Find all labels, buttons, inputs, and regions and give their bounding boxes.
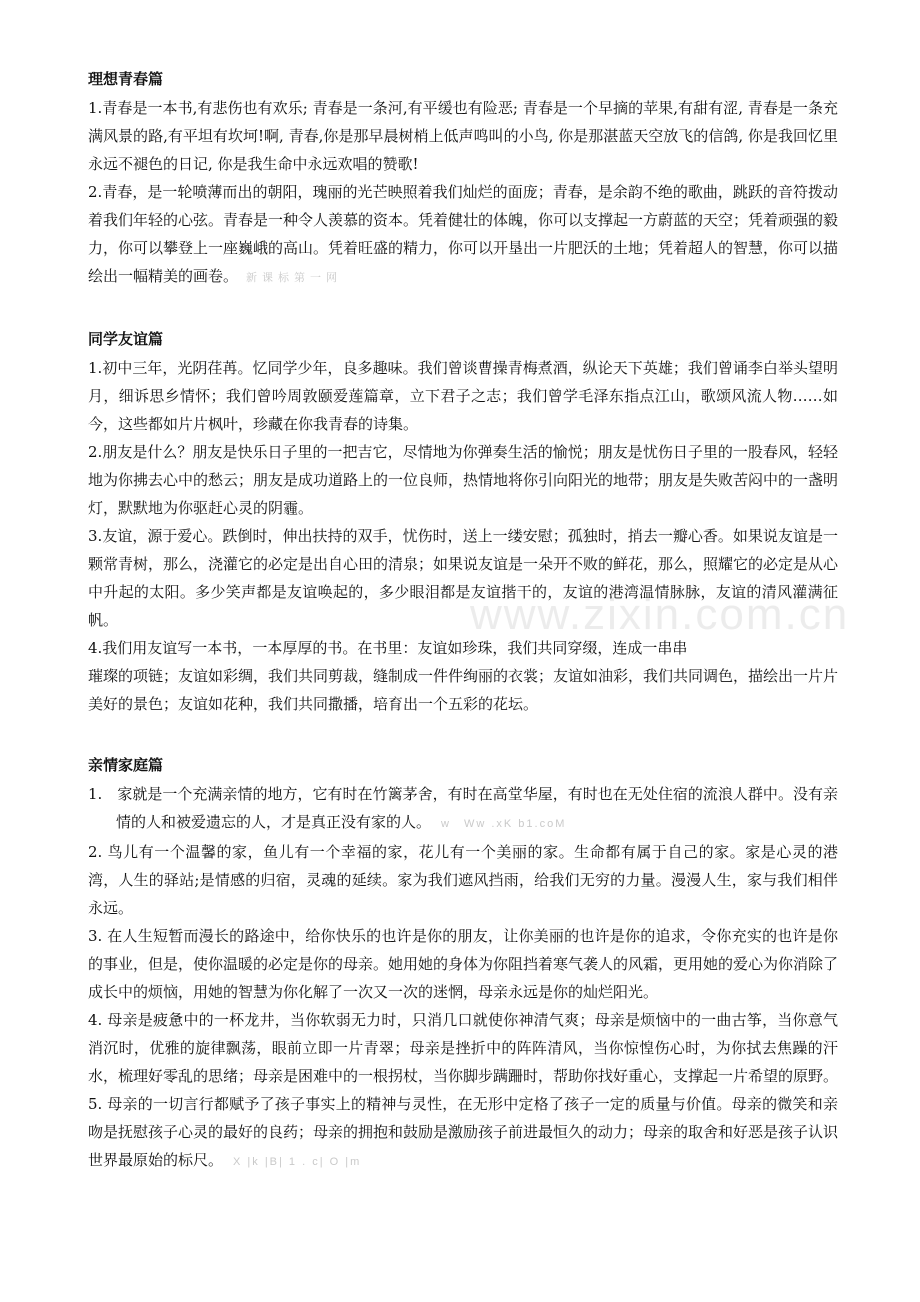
youth-paragraph-1: 1.青春是一本书,有悲伤也有欢乐; 青春是一条河,有平缓也有险恶; 青春是一个早摘的苹果,有甜有涩, 青春是一条充满风景的路,有平坦有坎坷!啊, 青春,你是那早晨树梢上低声鸣叫的小鸟, 你是那湛蓝天空放飞的信鸽, 你是我回忆里永远不褪色的日记, 你是我生命中永远欢唱的赞歌! bbox=[88, 99, 838, 173]
friendship-paragraph-2: 2.朋友是什么？朋友是快乐日子里的一把吉它，尽情地为你弹奏生活的愉悦；朋友是忧伤日子里的一股春风，轻轻地为你拂去心中的愁云；朋友是成功道路上的一位良师，热情地将你引向阳光的地带；朋友是失败苦闷中的一盏明灯，默默地为你驱赶心灵的阴霾。 bbox=[88, 443, 839, 517]
friendship-paragraph-1: 1.初中三年，光阴荏苒。忆同学少年，良多趣味。我们曾谈曹操青梅煮酒，纵论天下英雄；我们曾诵李白举头望明月，细诉思乡情怀；我们曾吟周敦颐爱莲篇章，立下君子之志；我们曾学毛泽东指点江山，歌颂风流人物……如今，这些都如片片枫叶，珍藏在你我青春的诗集。 bbox=[88, 359, 838, 433]
faint-site-mark-2: w Ww .xK b1.coM bbox=[441, 818, 567, 830]
section-title-family: 亲情家庭篇 bbox=[88, 756, 164, 774]
youth-paragraph-2-text: 2.青春，是一轮喷薄而出的朝阳，瑰丽的光芒映照着我们灿烂的面庞；青春，是余韵不绝的歌曲，跳跃的音符拨动着我们年轻的心弦。青春是一种令人羡慕的资本。凭着健壮的体魄，你可以支撑起一方蔚蓝的天空；凭着顽强的毅力，你可以攀登上一座巍峨的高山。凭着旺盛的精力，你可以开垦出一片肥沃的土地；凭着超人的智慧，你可以描绘出一幅精美的画卷。 bbox=[88, 183, 839, 285]
friendship-paragraph-3: 3.友谊，源于爱心。跌倒时，伸出扶持的双手，忧伤时，送上一缕安慰；孤独时，捎去一瓣心香。如果说友谊是一颗常青树，那么，浇灌它的必定是出自心田的清泉；如果说友谊是一朵开不败的鲜花，那么，照耀它的必定是从心中升起的太阳。多少笑声都是友谊唤起的，多少眼泪都是友谊揩干的，友谊的港湾温情脉脉，友谊的清风灌满征帆。 bbox=[88, 527, 839, 629]
friendship-paragraph-4a: 4.我们用友谊写一本书，一本厚厚的书。在书里：友谊如珍珠，我们共同穿缀，连成一串串 bbox=[88, 639, 688, 657]
family-paragraph-4: 4. 母亲是疲惫中的一杯龙井，当你软弱无力时，只消几口就使你神清气爽；母亲是烦恼中的一曲古筝，当你意气消沉时，优雅的旋律飘荡，眼前立即一片青翠；母亲是挫折中的阵阵清风，当你惊惶伤心时，为你拭去焦躁的汗水，梳理好零乱的思绪；母亲是困难中的一根拐杖，当你脚步蹒跚时，帮助你找好重心，支撑起一片希望的原野。 bbox=[88, 1011, 839, 1085]
section-title-youth: 理想青春篇 bbox=[88, 70, 164, 88]
faint-site-mark: 新课标第一网 bbox=[246, 271, 343, 284]
family-paragraph-5 bbox=[88, 1090, 838, 1176]
friendship-paragraph-4b: 璀璨的项链；友谊如彩绸，我们共同剪裁，缝制成一件件绚丽的衣裳；友谊如油彩，我们共同调色，描绘出一片片美好的景色；友谊如花种，我们共同撒播，培育出一个五彩的花坛。 bbox=[88, 667, 839, 713]
section-title-friendship: 同学友谊篇 bbox=[88, 330, 164, 348]
family-paragraph-2: 2. 鸟儿有一个温馨的家，鱼儿有一个幸福的家，花儿有一个美丽的家。生命都有属于自己的家。家是心灵的港湾，人生的驿站;是情感的归宿，灵魂的延续。家为我们遮风挡雨，给我们无穷的力量。漫漫人生，家与我们相伴永远。 bbox=[88, 843, 838, 917]
family-paragraph-3: 3. 在人生短暂而漫长的路途中，给你快乐的也许是你的朋友，让你美丽的也许是你的追求，令你充实的也许是你的事业，但是，使你温暖的必定是你的母亲。她用她的身体为你阻挡着寒气袭人的风霜，更用她的爱心为你消除了成长中的烦恼，用她的智慧为你化解了一次又一次的迷惘，母亲永远是你的灿烂阳光。 bbox=[88, 927, 839, 1001]
watermark-text: www.zixin.com.cn bbox=[470, 590, 850, 639]
family-paragraph-1-text: 1. 家就是一个充满亲情的地方，它有时在竹篱茅舍，有时在高堂华屋，有时也在无处住宿的流浪人群中。没有亲情的人和被爱遗忘的人，才是真正没有家的人。 bbox=[88, 785, 838, 831]
family-paragraph-1 bbox=[88, 780, 838, 838]
family-paragraph-5-text: 5. 母亲的一切言行都赋予了孩子事实上的精神与灵性，在无形中定格了孩子一定的质量与价值。母亲的微笑和亲吻是抚慰孩子心灵的最好的良药；母亲的拥抱和鼓励是激励孩子前进最恒久的动力；母亲的取舍和好恶是孩子认识世界最原始的标尺。 bbox=[88, 1095, 839, 1169]
youth-paragraph-2 bbox=[88, 178, 838, 292]
document-page bbox=[88, 64, 838, 1176]
faint-site-mark-3: X |k |B| 1 . c| O |m bbox=[233, 1156, 362, 1168]
